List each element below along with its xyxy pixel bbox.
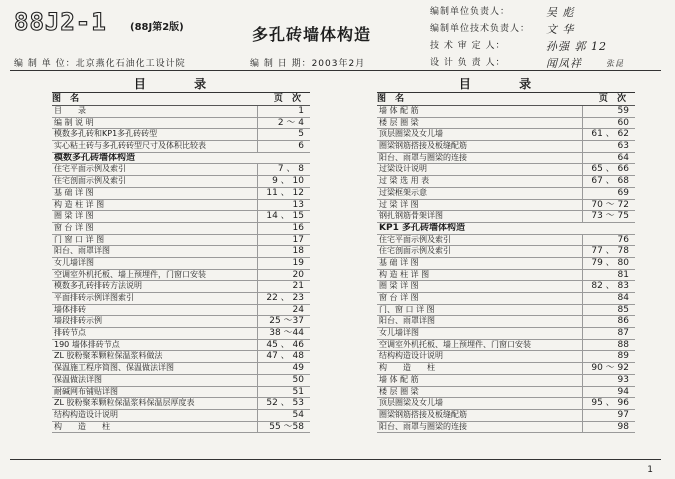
toc-entry-page: 81 [582,270,635,281]
toc-entry-title: 过梁设计说明 [379,164,427,174]
role-label: 设 计 负 责 人： [430,58,506,68]
toc-entry-title: 住宅剖面示例及索引 [379,246,451,256]
toc-entry-title: 编 制 说 明 [54,117,94,127]
toc-entry-page: 19 [257,258,310,269]
toc-entry-page: 21 [257,281,310,292]
toc-entry-title: 圈 梁 详 图 [54,211,94,221]
toc-entry-title: 保温做法详图 [54,374,102,384]
toc-row [377,188,635,200]
role-unit-head [430,4,624,21]
toc-entry-title: 楼 层 圈 梁 [379,386,419,396]
toc-row [377,351,635,363]
toc-row [377,235,635,247]
toc-entry-page: 97 [582,410,635,421]
role-tech-head [430,21,624,38]
toc-entry-title: 构 造 柱 详 图 [54,199,105,209]
toc-row [377,211,635,223]
signature: 孙强 郭 12 [546,40,607,53]
toc-row [52,141,310,153]
toc-heading: 目 录 [458,77,554,91]
column-page-header: 页 次 [598,94,629,104]
compile-date: 编 制 日 期：2003年2月 [250,59,366,69]
toc-entry-title: ZL 胶粉聚苯颗粒保温浆料保温层厚度表 [54,398,195,408]
toc-entry-page: 24 [257,305,310,316]
toc-entry-title: 构 造 柱 [379,363,435,373]
toc-entry-title: 阳台、雨罩详图 [379,316,435,326]
toc-entry-page: 51 [257,387,310,398]
toc-entry-page: 65 、 66 [582,164,635,175]
toc-entry-page [583,223,635,234]
toc-entry-title: 模数多孔砖墙体构造 [54,152,136,163]
toc-left-panel [52,76,310,433]
toc-row [52,258,310,270]
toc-entry-page: 20 [257,270,310,281]
toc-row [377,281,635,293]
toc-entry-title: 结构构造设计说明 [54,409,118,419]
toc-entry-title: 保温施工程序简图、保温做法详图 [54,363,174,373]
toc-row [52,328,310,340]
toc-entry-title: 构 造 柱 详 图 [379,269,430,279]
toc-entry-page: 54 [257,410,310,421]
toc-entry-title: KP1 多孔砖墙体构造 [379,222,465,233]
toc-entry-title: 楼 层 圈 梁 [379,117,419,127]
toc-entry-page: 49 [257,363,310,374]
toc-entry-page: 64 [582,153,635,164]
toc-row [52,235,310,247]
toc-entry-page: 79 、 80 [582,258,635,269]
toc-row [377,118,635,130]
toc-entry-page: 47 、 48 [257,351,310,362]
toc-entry-page: 95 、 96 [582,398,635,409]
footer-divider [10,459,661,460]
toc-entry-page: 76 [582,235,635,246]
toc-row [52,106,310,118]
edition-label: (88J第2版) [130,22,184,33]
toc-entry-page: 89 [582,351,635,362]
toc-entry-page: 59 [582,106,635,117]
toc-row [52,375,310,387]
toc-entry-page: 86 [582,316,635,327]
toc-entry-page: 5 [257,129,310,140]
toc-entry-title: 基 础 详 图 [54,187,94,197]
toc-row [377,387,635,399]
toc-entry-title: 住宅平面示例及索引 [379,234,451,244]
toc-row [377,200,635,212]
toc-row [377,246,635,258]
toc-row [377,164,635,176]
toc-entry-title: 墙 体 配 筋 [379,374,419,384]
signature-secondary: 张昆 [606,59,624,68]
responsibility-block [430,4,624,72]
toc-row [377,270,635,282]
toc-entry-title: 阳台、雨罩与圈梁的连接 [379,152,467,162]
toc-row [52,351,310,363]
toc-entry-title: 圈梁钢筋搭接及板缝配筋 [379,141,467,151]
toc-row [377,129,635,141]
toc-row [377,176,635,188]
toc-entry-page: 55 ～58 [257,422,310,433]
signature: 闻凤祥 [546,57,582,70]
toc-entry-title: 墙 体 配 筋 [379,106,419,115]
toc-row [52,223,310,235]
toc-entry-page: 98 [582,422,635,433]
toc-entry-title: 模数多孔砖和KP1多孔砖砖型 [54,129,158,139]
toc-entry-title: 门、窗 口 详 图 [379,304,435,314]
toc-entry-page: 67 、 68 [582,176,635,187]
toc-entry-page [258,153,310,164]
toc-entry-title: 钢扎钢筋骨架详图 [379,211,443,221]
toc-row [52,340,310,352]
role-label: 技 术 审 定 人： [430,41,506,51]
toc-row [52,176,310,188]
toc-row [377,398,635,410]
toc-entry-title: 圈梁钢筋搭接及板缝配筋 [379,409,467,419]
toc-right-panel [377,76,635,433]
toc-entry-title: 构 造 柱 [54,421,110,431]
toc-entry-title: 过 梁 详 图 [379,199,419,209]
toc-row [52,281,310,293]
toc-row [52,316,310,328]
toc-entry-title: 女儿墙详图 [54,257,94,267]
toc-entry-page: 13 [257,200,310,211]
toc-entry-page: 60 [582,118,635,129]
toc-entry-title: ZL 胶粉聚苯颗粒保温浆料做法 [54,351,163,361]
toc-entry-title: 顶层圈梁及女儿墙 [379,129,443,139]
toc-entry-title: 住宅剖面示例及索引 [54,176,126,186]
toc-row [377,258,635,270]
toc-row [52,246,310,258]
compiling-unit: 编 制 单 位：北京燕化石油化工设计院 [14,59,186,69]
toc-entry-page: 70 ～ 72 [582,200,635,211]
toc-entry-page: 88 [582,340,635,351]
toc-entry-title: 墙段排砖示例 [54,316,102,326]
toc-row [377,106,635,118]
toc-entry-page: 82 、 83 [582,281,635,292]
toc-entry-title: 空调室外机托板、墙上预埋件、门窗口安装 [379,339,531,349]
page-number: 1 [647,465,653,475]
role-label: 编制单位技术负责人： [430,24,531,34]
toc-entry-title: 目 录 [54,106,86,115]
toc-entry-page: 87 [582,328,635,339]
signature: 吴 彪 [546,6,575,19]
toc-entry-page: 69 [582,188,635,199]
toc-entry-page: 94 [582,387,635,398]
toc-entry-title: 圈 梁 详 图 [379,281,419,291]
toc-row [52,200,310,212]
toc-entry-title: 顶层圈梁及女儿墙 [379,398,443,408]
toc-entry-title: 耐碱网布铺贴详图 [54,386,118,396]
toc-entry-page: 17 [257,235,310,246]
toc-entry-title: 模数多孔砖排砖方法说明 [54,281,142,291]
toc-entry-page: 45 、 46 [257,340,310,351]
toc-row [52,118,310,130]
toc-entry-page: 93 [582,375,635,386]
toc-entry-page: 73 ～ 75 [582,211,635,222]
toc-section-heading [377,223,635,235]
toc-entry-page: 90 ～ 92 [582,363,635,374]
toc-entry-title: 结构构造设计说明 [379,351,443,361]
toc-entry-title: 住宅平面示例及索引 [54,164,126,174]
toc-entry-title: 平面排砖示例详图索引 [54,293,134,302]
toc-entry-title: 空调室外机托板、墙上预埋件，门窗口安装 [54,269,206,279]
toc-row [52,398,310,410]
header-divider [10,70,661,71]
toc-row [52,293,310,305]
toc-row [377,340,635,352]
toc-entry-page: 38 ～44 [257,328,310,339]
toc-entry-title: 基 础 详 图 [379,257,419,267]
toc-entry-page: 14 、 15 [257,211,310,222]
toc-entry-page: 25 ～37 [257,316,310,327]
toc-row [377,410,635,422]
toc-entry-page: 9 、 10 [257,176,310,187]
toc-row [377,141,635,153]
toc-entry-page: 6 [257,141,310,152]
toc-row [52,164,310,176]
toc-row [52,129,310,141]
toc-row [377,328,635,340]
signature: 文 华 [546,23,575,36]
page-title: 多孔砖墙体构造 [252,25,372,44]
toc-entry-title: 门 窗 口 详 图 [54,234,105,244]
toc-row [52,387,310,399]
toc-entry-page: 2 ～ 4 [257,118,310,129]
toc-entry-title: 190 墙体排砖节点 [54,339,120,349]
toc-entry-title: 过梁框架示意 [379,187,427,197]
toc-row [377,375,635,387]
toc-row [377,153,635,165]
atlas-code: 88J2-1 [14,8,107,36]
toc-entry-page: 77 、 78 [582,246,635,257]
toc-entries [377,106,635,433]
toc-entries [52,106,310,433]
toc-entry-page: 18 [257,246,310,257]
toc-row [52,410,310,422]
toc-column-header [377,93,635,106]
toc-entry-page: 85 [582,305,635,316]
toc-entry-page: 63 [582,141,635,152]
toc-row [377,316,635,328]
toc-row [52,211,310,223]
toc-entry-title: 窗 台 详 图 [54,222,94,232]
toc-row [377,305,635,317]
toc-row [377,293,635,305]
toc-row [52,188,310,200]
toc-section-heading [52,153,310,165]
toc-entry-title: 阳台、雨罩详图 [54,246,110,256]
toc-entry-title: 排砖节点 [54,328,86,338]
toc-entry-title: 墙体排砖 [54,304,86,314]
role-reviewer [430,38,624,55]
toc-column-header [52,93,310,106]
toc-entry-page: 84 [582,293,635,304]
column-name-header: 图 名 [377,94,408,104]
toc-entry-title: 女儿墙详图 [379,328,419,338]
toc-entry-page: 7 、 8 [257,164,310,175]
column-name-header: 图 名 [52,94,83,104]
toc-row [52,270,310,282]
toc-entry-page: 61 、 62 [582,129,635,140]
toc-entry-title: 过 梁 选 用 表 [379,176,430,186]
role-label: 编制单位负责人： [430,7,511,17]
toc-entry-title: 阳台、雨罩与圈梁的连接 [379,421,467,431]
column-page-header: 页 次 [273,94,304,104]
toc-entry-title: 实心粘土砖与多孔砖砖型尺寸及体积比较表 [54,141,206,151]
toc-entry-page: 50 [257,375,310,386]
toc-entry-page: 1 [257,106,310,117]
toc-entry-title: 窗 台 详 图 [379,293,419,302]
toc-row [52,305,310,317]
toc-row [52,363,310,375]
toc-entry-page: 22 、 23 [257,293,310,304]
toc-entry-page: 16 [257,223,310,234]
toc-row [377,363,635,375]
toc-entry-page: 52 、 53 [257,398,310,409]
toc-heading: 目 录 [133,77,229,91]
toc-row [52,422,310,434]
toc-row [377,422,635,434]
toc-entry-page: 11 、 12 [257,188,310,199]
